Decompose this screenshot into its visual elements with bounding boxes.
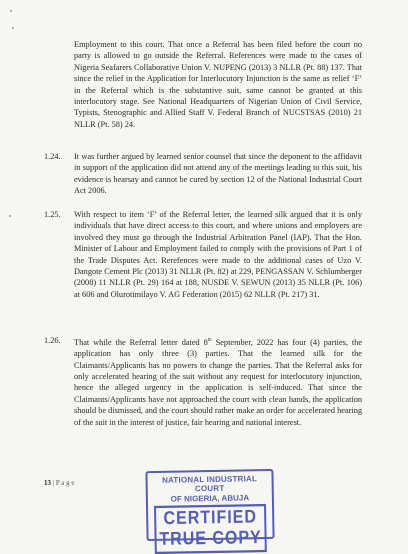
paragraph-number: 1.24.: [44, 152, 61, 161]
footer-separator: |: [51, 479, 56, 487]
scan-speck: [9, 215, 11, 217]
paragraph-number: 1.25.: [44, 210, 61, 219]
scan-speck: [12, 27, 14, 29]
paragraph-text: September, 2022 has four (4) parties, the application has only three (3) parties. That the learned silk for the Claimants/Applicants has no powers to change the parties. That the Referral asks for only accelerated hearing of the suit without any request for interlocutory injunction, hence the alleged urgency in the application is self-induced. That since the Claimants/Applicants have not approached the court with clean hands, the application should be dismissed, and the court should rather make an order for accelerated hearing of the suit in the interest of justice, fair hearing and national interest.: [74, 337, 363, 427]
page-number: 13: [44, 479, 51, 487]
stamp-line-3: CERTIFIED TRUE COPY: [154, 504, 267, 554]
paragraph-1-24: It was further argued by learned senior counsel that since the deponent to the affidavit in support of the application did not attend any of the meetings leading to this suit, his evidence is hearsay and cannot be cured by section 12 of the National Industrial Court Act 2006.: [74, 152, 362, 196]
scan-speck: [10, 10, 12, 12]
stamp-line-2: OF NIGERIA, ABUJA: [170, 493, 250, 504]
paragraph-1-25: With respect to item ‘F’ of the Referral letter, the learned silk argued that it is only individuals that have direct access to this court, and where unions and employers are involved they must go through the Industrial Arbitration Panel (IAP). That the Hon. Minister of Labour and Employment failed to comply with the provisions of Part 1 of the Trade Disputes Act. Rerefences were made to the additional cases of Uzo V. Dangote Cement Plc (2013) 31 NLLR (Pt. 82) at 229, PENGASSAN V. Schlumberger (2008) 11 NLLR (Pt. 29) 164 at 188, NUSDE V. SEWUN (2013) 35 NLLR (Pt. 106) at 606 and Olurotimilayo V. AG Federation (2015) 62 NLLR (Pt. 217) 31.: [74, 210, 362, 299]
paragraph-continuation: Employment to this court. That once a Referral has been filed before the court no party is allowed to go outside the Referral. References were made to the cases of Nigeria Seafarers Collaborative Union V. NUPENG (2013) 3 NLLR (Pt. 88) 137. That since the relief in the Application for Interlocutory Injunction is the same as relief ‘F’ in the Referral which is the substantive suit, same cannot be granted at this interlocutory stage. See National Headquarters of Nigerian Union of Civil Service, Typists, Stenographic and Allied Staff V. Federal Branch of NUCSTSAS (2010) 21 NLLR (Pt. 58) 24.: [74, 40, 362, 129]
stamp-line-1: NATIONAL INDUSTRIAL COURT: [161, 474, 258, 494]
page-footer: [44, 479, 75, 487]
paragraph-text: That while the Referral letter dated 8: [74, 337, 208, 347]
paragraph-number: 1.26.: [44, 336, 61, 345]
paragraph-1-26: [74, 335, 362, 428]
ordinal-suffix: th: [207, 338, 212, 343]
certified-true-copy-stamp: [145, 469, 274, 550]
page-word: P a g e: [55, 479, 75, 487]
